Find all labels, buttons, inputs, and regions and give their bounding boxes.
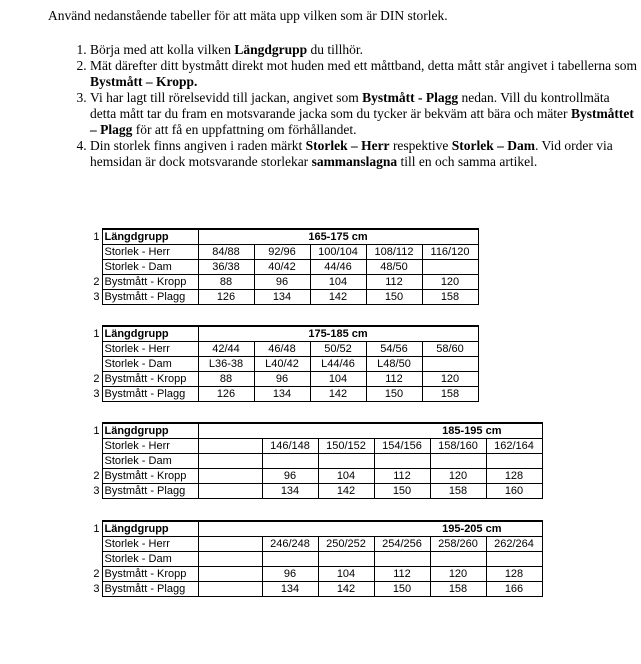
table-row: 3 Bystmått - Plagg 134 142 150 158 160 bbox=[88, 484, 542, 499]
size-table-165-175 bbox=[88, 228, 479, 305]
step-1: 1. Börja med att kolla vilken Längdgrupp du tillhör. bbox=[90, 42, 638, 58]
size-table-175-185 bbox=[88, 325, 479, 402]
step-3: 3. Vi har lagt till rörelsevidd till jackan, angivet som Bystmått - Plagg nedan. Vill du kontrollmäta detta mått tar du fram en motsvarande jacka som du tycker är bekväm att bära och mäter Bystmåttet – Plagg för att få en uppfattning om förhållandet. bbox=[90, 90, 638, 138]
table-row: 2 Bystmått - Kropp 88 96 104 112 120 bbox=[88, 275, 478, 290]
table-row: 1 Längdgrupp 195-205 cm bbox=[88, 521, 542, 537]
table-row: Storlek - Dam bbox=[88, 454, 542, 469]
length-range: 165-175 cm bbox=[198, 229, 478, 245]
table-row: 3 Bystmått - Plagg 126 134 142 150 158 bbox=[88, 387, 478, 402]
table-row: 1 Längdgrupp 165-175 cm bbox=[88, 229, 478, 245]
table-row: Storlek - Herr 246/248 250/252 254/256 258/260 262/264 bbox=[88, 537, 542, 552]
table-row: 2 Bystmått - Kropp 88 96 104 112 120 bbox=[88, 372, 478, 387]
intro-text: Använd nedanstående tabeller för att mäta upp vilken som är DIN storlek. bbox=[48, 8, 448, 23]
table-row: Storlek - Dam 36/38 40/42 44/46 48/50 bbox=[88, 260, 478, 275]
table-row: Storlek - Herr 42/44 46/48 50/52 54/56 58/60 bbox=[88, 342, 478, 357]
instruction-list bbox=[48, 42, 638, 170]
table-row: Storlek - Herr 84/88 92/96 100/104 108/112 116/120 bbox=[88, 245, 478, 260]
table-row: 3 Bystmått - Plagg 134 142 150 158 166 bbox=[88, 582, 542, 597]
length-range: 175-185 cm bbox=[198, 326, 478, 342]
size-table-185-195 bbox=[88, 422, 543, 499]
step-4: 4. Din storlek finns angiven i raden märkt Storlek – Herr respektive Storlek – Dam. Vid order via hemsidan är dock motsvarande storlekar sammanslagna till en och samma artikel. bbox=[90, 138, 638, 170]
length-range: 195-205 cm bbox=[198, 521, 542, 537]
size-table-195-205 bbox=[88, 520, 543, 597]
table-row: Storlek - Dam bbox=[88, 552, 542, 567]
table-row: 3 Bystmått - Plagg 126 134 142 150 158 bbox=[88, 290, 478, 305]
table-row: 1 Längdgrupp 175-185 cm bbox=[88, 326, 478, 342]
length-range: 185-195 cm bbox=[198, 423, 542, 439]
table-row: Storlek - Dam L36-38 L40/42 L44/46 L48/50 bbox=[88, 357, 478, 372]
table-row: Storlek - Herr 146/148 150/152 154/156 158/160 162/164 bbox=[88, 439, 542, 454]
table-row: 1 Längdgrupp 185-195 cm bbox=[88, 423, 542, 439]
step-2: 2. Mät därefter ditt bystmått direkt mot huden med ett måttband, detta mått står angivet i tabellerna som Bystmått – Kropp. bbox=[90, 58, 638, 90]
table-row: 2 Bystmått - Kropp 96 104 112 120 128 bbox=[88, 469, 542, 484]
table-row: 2 Bystmått - Kropp 96 104 112 120 128 bbox=[88, 567, 542, 582]
